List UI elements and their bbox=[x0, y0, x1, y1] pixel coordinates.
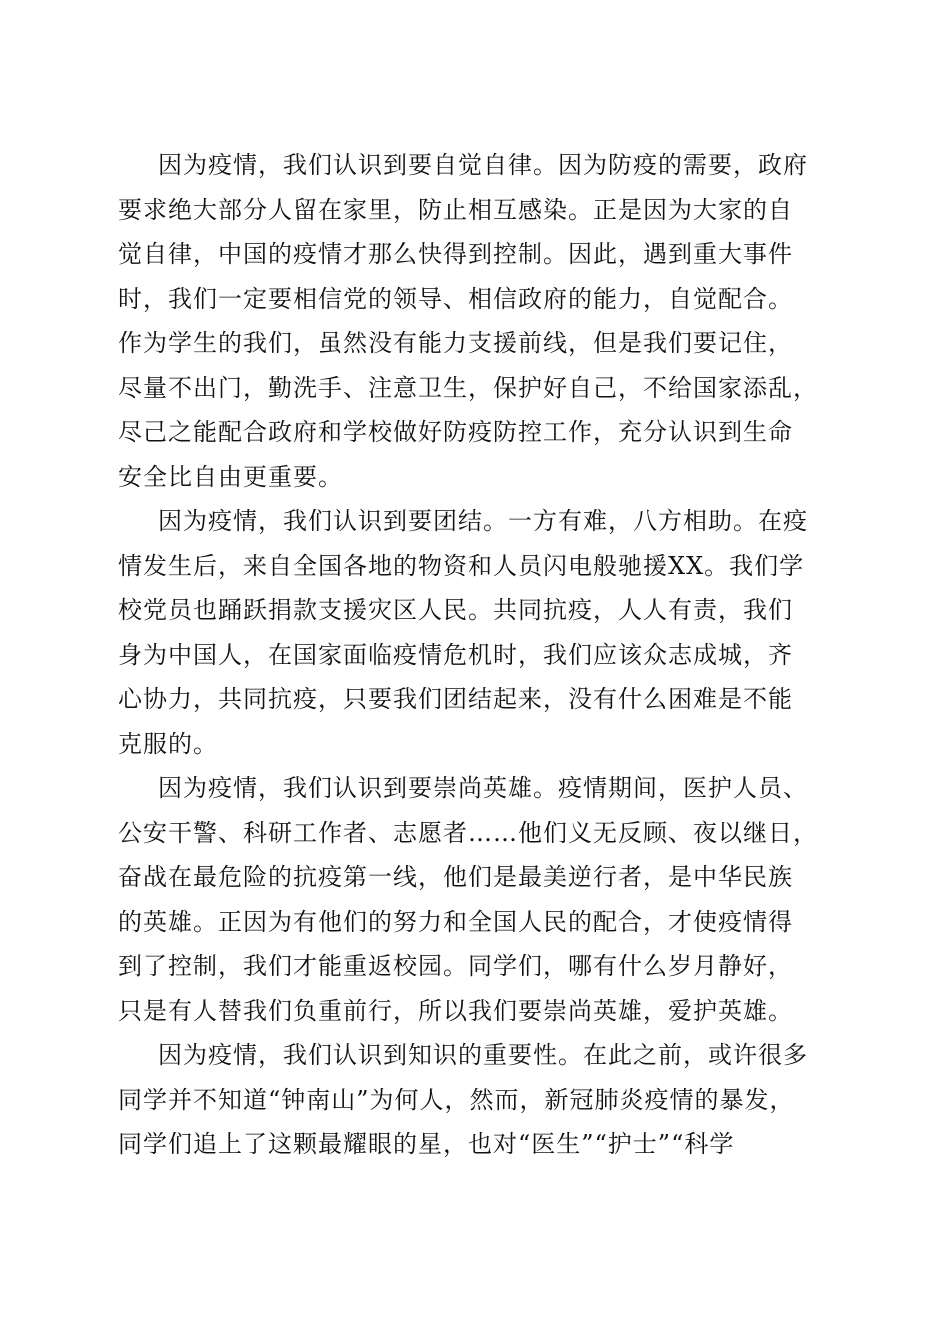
text-line: 公安干警、科研工作者、志愿者……他们义无反顾、夜以继日， bbox=[118, 818, 818, 847]
text-line: 因为疫情，我们认识到要崇尚英雄。疫情期间，医护人员、 bbox=[158, 774, 808, 802]
text-line: 到了控制，我们才能重返校园。同学们，哪有什么岁月静好， bbox=[118, 952, 793, 980]
text-line: 克服的。 bbox=[118, 729, 218, 758]
text-line: 尽己之能配合政府和学校做好防疫防控工作，充分认识到生命 bbox=[118, 418, 793, 446]
paragraph-self-discipline bbox=[118, 143, 838, 499]
text-line: 的英雄。正因为有他们的努力和全国人民的配合，才使疫情得 bbox=[118, 907, 793, 936]
text-line: 因为疫情，我们认识到要团结。一方有难，八方相助。在疫 bbox=[158, 507, 808, 535]
text-line: 时，我们一定要相信党的领导、相信政府的能力，自觉配合。 bbox=[118, 284, 793, 313]
text-line: 尽量不出门，勤洗手、注意卫生，保护好自己，不给国家添乱， bbox=[118, 373, 818, 402]
text-line: 作为学生的我们，虽然没有能力支援前线，但是我们要记住， bbox=[118, 329, 793, 357]
text-line: 因为疫情，我们认识到知识的重要性。在此之前，或许很多 bbox=[158, 1041, 808, 1069]
text-line: 情发生后，来自全国各地的物资和人员闪电般驰援XX。我们学 bbox=[118, 551, 805, 580]
text-line: 同学们追上了这颗最耀眼的星，也对“医生”“护士”“科学 bbox=[118, 1130, 735, 1158]
paragraph-heroes bbox=[118, 766, 838, 1033]
text-line: 身为中国人，在国家面临疫情危机时，我们应该众志成城，齐 bbox=[118, 640, 793, 669]
text-line: 要求绝大部分人留在家里，防止相互感染。正是因为大家的自 bbox=[118, 195, 793, 224]
paragraph-knowledge bbox=[118, 1033, 838, 1167]
text-line: 校党员也踊跃捐款支援灾区人民。共同抗疫，人人有责，我们 bbox=[118, 596, 793, 624]
text-line: 同学并不知道“钟南山”为何人，然而，新冠肺炎疫情的暴发， bbox=[118, 1085, 795, 1114]
text-line: 心协力，共同抗疫，只要我们团结起来，没有什么困难是不能 bbox=[118, 685, 793, 713]
text-line: 觉自律，中国的疫情才那么快得到控制。因此，遇到重大事件 bbox=[118, 240, 793, 268]
text-line: 安全比自由更重要。 bbox=[118, 462, 343, 491]
document-body bbox=[118, 143, 838, 1167]
paragraph-unity bbox=[118, 499, 838, 766]
text-line: 只是有人替我们负重前行，所以我们要崇尚英雄，爱护英雄。 bbox=[118, 996, 793, 1025]
text-line: 奋战在最危险的抗疫第一线，他们是最美逆行者，是中华民族 bbox=[118, 863, 793, 891]
text-line: 因为疫情，我们认识到要自觉自律。因为防疫的需要，政府 bbox=[158, 151, 808, 179]
